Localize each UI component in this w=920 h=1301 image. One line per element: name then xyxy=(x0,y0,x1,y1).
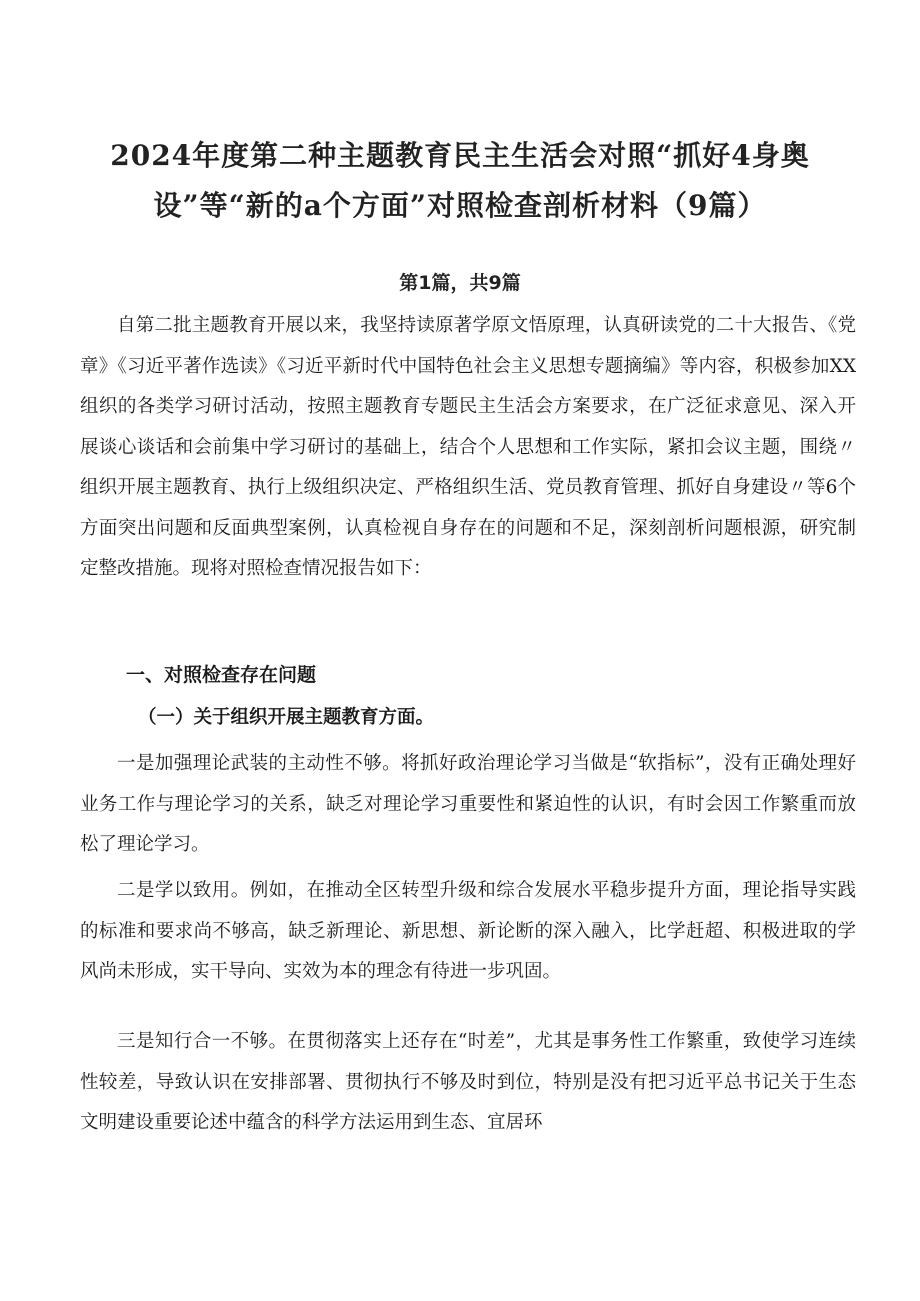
part-label: 第1篇，共9篇 xyxy=(399,272,521,294)
issue-paragraph-3: 三是知行合一不够。在贯彻落实上还存在“时差”，尤其是事务性工作繁重，致使学习连续性较差，导致认识在安排部署、贯彻执行不够及时到位，特别是没有把习近平总书记关于生态文明建设重要论述中蕴含的科学方法运用到生态、宜居环 xyxy=(80,1031,856,1133)
issue-paragraph-2: 二是学以致用。例如，在推动全区转型升级和综合发展水平稳步提升方面，理论指导实践的标准和要求尚不够高，缺乏新理论、新思想、新论断的深入融入，比学赶超、积极进取的学风尚未形成，实干导向、实效为本的理念有待进一步巩固。 xyxy=(80,880,856,982)
title-line-1: 2024年度第二种主题教育民主生活会对照“抓好4身奥 xyxy=(110,138,810,172)
document-title xyxy=(60,131,860,231)
subsection-heading: （一）关于组织开展主题教育方面。 xyxy=(138,707,435,728)
title-line-2: 设”等“新的a个方面”对照检查剖析材料（9篇） xyxy=(153,188,767,222)
section-heading: 一、对照检查存在问题 xyxy=(126,664,317,686)
issue-paragraph-1: 一是加强理论武装的主动性不够。将抓好政治理论学习当做是“软指标”，没有正确处理好业务工作与理论学习的关系，缺乏对理论学习重要性和紧迫性的认识，有时会因工作繁重而放松了理论学习。 xyxy=(80,753,856,855)
intro-paragraph: 自第二批主题教育开展以来，我坚持读原著学原文悟原理，认真研读党的二十大报告、《党章》《习近平著作选读》《习近平新时代中国特色社会主义思想专题摘编》等内容，积极参加XX组织的各类学习研讨活动，按照主题教育专题民主生活会方案要求，在广泛征求意见、深入开展谈心谈话和会前集中学习研讨的基础上，结合个人思想和工作实际，紧扣会议主题，围绕〃组织开展主题教育、执行上级组织决定、严格组织生活、党员教育管理、抓好自身建设〃等6个方面突出问题和反面典型案例，认真检视自身存在的问题和不足，深刻剖析问题根源，研究制定整改措施。现将对照检查情况报告如下： xyxy=(80,315,856,579)
